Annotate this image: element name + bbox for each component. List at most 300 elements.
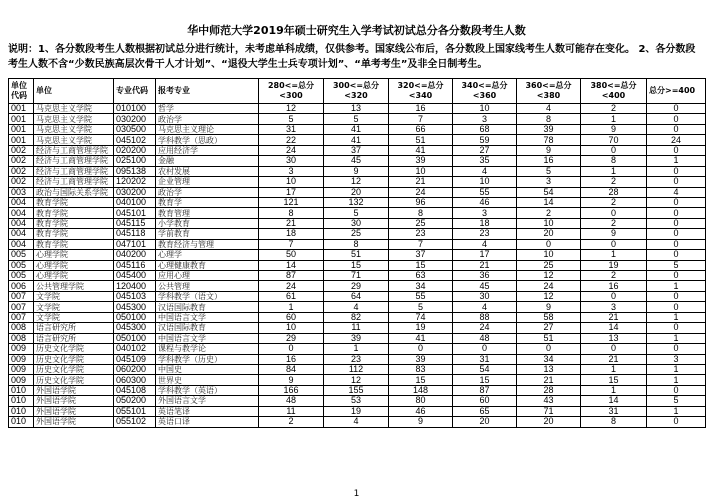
count-320-340: 21 xyxy=(389,177,453,187)
major-name: 心理健康教育 xyxy=(156,260,259,270)
count-340-360: 60 xyxy=(453,396,517,406)
unit-name: 心理学院 xyxy=(34,271,114,281)
count-300-320: 25 xyxy=(324,229,389,239)
major-name: 教育管理 xyxy=(156,208,259,218)
table-row xyxy=(9,229,706,239)
major-name: 外国语言文学 xyxy=(156,396,259,406)
table-row xyxy=(9,344,706,354)
major-name: 教育学 xyxy=(156,197,259,207)
count-360-380: 12 xyxy=(517,291,581,301)
count-320-340: 9 xyxy=(389,417,453,427)
unit-code: 009 xyxy=(9,375,34,385)
count-360-380: 27 xyxy=(517,323,581,333)
count-320-340: 16 xyxy=(389,104,453,114)
count-280-300: 1 xyxy=(259,302,324,312)
major-name: 教育经济与管理 xyxy=(156,239,259,249)
count-360-380: 16 xyxy=(517,156,581,166)
count-320-340: 46 xyxy=(389,406,453,416)
unit-code: 004 xyxy=(9,197,34,207)
count-300-320: 112 xyxy=(324,364,389,374)
count-400-plus: 0 xyxy=(647,218,706,228)
unit-name: 语言研究所 xyxy=(34,333,114,343)
count-340-360: 36 xyxy=(453,271,517,281)
unit-code: 007 xyxy=(9,312,34,322)
major-code: 025100 xyxy=(114,156,156,166)
count-280-300: 16 xyxy=(259,354,324,364)
unit-name: 教育学院 xyxy=(34,208,114,218)
unit-code: 002 xyxy=(9,177,34,187)
count-320-340: 10 xyxy=(389,166,453,176)
header-range-380-400: 380<=总分<400 xyxy=(581,79,647,104)
major-code: 045102 xyxy=(114,135,156,145)
unit-code: 004 xyxy=(9,229,34,239)
major-code: 020200 xyxy=(114,145,156,155)
header-major-code: 专业代码 xyxy=(114,79,156,104)
major-name: 中国史 xyxy=(156,364,259,374)
major-name: 政治学 xyxy=(156,187,259,197)
count-340-360: 45 xyxy=(453,281,517,291)
count-340-360: 59 xyxy=(453,135,517,145)
count-340-360: 35 xyxy=(453,156,517,166)
major-code: 120202 xyxy=(114,177,156,187)
count-280-300: 29 xyxy=(259,333,324,343)
major-name: 世界史 xyxy=(156,375,259,385)
table-row xyxy=(9,239,706,249)
unit-name: 文学院 xyxy=(34,302,114,312)
major-name: 汉语国际教育 xyxy=(156,302,259,312)
unit-name: 公共管理学院 xyxy=(34,281,114,291)
major-code: 045115 xyxy=(114,218,156,228)
unit-name: 外国语学院 xyxy=(34,385,114,395)
unit-name: 外国语学院 xyxy=(34,396,114,406)
count-320-340: 39 xyxy=(389,156,453,166)
major-code: 045118 xyxy=(114,229,156,239)
major-code: 045109 xyxy=(114,354,156,364)
count-380-400: 2 xyxy=(581,218,647,228)
count-380-400: 14 xyxy=(581,323,647,333)
unit-code: 003 xyxy=(9,187,34,197)
count-380-400: 15 xyxy=(581,375,647,385)
count-320-340: 41 xyxy=(389,145,453,155)
unit-code: 007 xyxy=(9,302,34,312)
major-code: 045300 xyxy=(114,323,156,333)
count-400-plus: 0 xyxy=(647,385,706,395)
major-code: 120400 xyxy=(114,281,156,291)
count-340-360: 55 xyxy=(453,187,517,197)
major-code: 045300 xyxy=(114,302,156,312)
count-400-plus: 4 xyxy=(647,187,706,197)
header-major: 报考专业 xyxy=(156,79,259,104)
unit-code: 008 xyxy=(9,333,34,343)
major-name: 英语笔译 xyxy=(156,406,259,416)
count-300-320: 13 xyxy=(324,104,389,114)
count-320-340: 39 xyxy=(389,354,453,364)
count-380-400: 8 xyxy=(581,417,647,427)
count-380-400: 21 xyxy=(581,354,647,364)
count-400-plus: 0 xyxy=(647,177,706,187)
count-400-plus: 0 xyxy=(647,145,706,155)
count-400-plus: 0 xyxy=(647,114,706,124)
count-380-400: 1 xyxy=(581,166,647,176)
count-380-400: 2 xyxy=(581,197,647,207)
count-320-340: 24 xyxy=(389,187,453,197)
major-name: 金融 xyxy=(156,156,259,166)
count-300-320: 20 xyxy=(324,187,389,197)
count-320-340: 80 xyxy=(389,396,453,406)
major-name: 心理学 xyxy=(156,250,259,260)
count-280-300: 24 xyxy=(259,145,324,155)
count-320-340: 34 xyxy=(389,281,453,291)
count-340-360: 3 xyxy=(453,114,517,124)
count-280-300: 12 xyxy=(259,104,324,114)
count-360-380: 20 xyxy=(517,229,581,239)
table-row xyxy=(9,375,706,385)
unit-name: 政治与国际关系学院 xyxy=(34,187,114,197)
count-380-400: 70 xyxy=(581,135,647,145)
major-name: 应用经济学 xyxy=(156,145,259,155)
count-300-320: 39 xyxy=(324,333,389,343)
table-row xyxy=(9,354,706,364)
count-340-360: 10 xyxy=(453,104,517,114)
count-340-360: 46 xyxy=(453,197,517,207)
major-code: 055102 xyxy=(114,417,156,427)
count-340-360: 65 xyxy=(453,406,517,416)
major-name: 学科教学（思政） xyxy=(156,135,259,145)
count-380-400: 1 xyxy=(581,385,647,395)
count-360-380: 13 xyxy=(517,364,581,374)
count-300-320: 64 xyxy=(324,291,389,301)
count-400-plus: 0 xyxy=(647,166,706,176)
unit-code: 001 xyxy=(9,124,34,134)
count-360-380: 34 xyxy=(517,354,581,364)
count-360-380: 58 xyxy=(517,312,581,322)
unit-code: 004 xyxy=(9,208,34,218)
unit-code: 010 xyxy=(9,396,34,406)
major-code: 060200 xyxy=(114,364,156,374)
count-400-plus: 5 xyxy=(647,260,706,270)
unit-code: 002 xyxy=(9,145,34,155)
count-380-400: 0 xyxy=(581,291,647,301)
count-400-plus: 0 xyxy=(647,291,706,301)
count-340-360: 88 xyxy=(453,312,517,322)
count-300-320: 23 xyxy=(324,354,389,364)
count-320-340: 74 xyxy=(389,312,453,322)
count-400-plus: 0 xyxy=(647,302,706,312)
count-300-320: 1 xyxy=(324,344,389,354)
unit-name: 心理学院 xyxy=(34,250,114,260)
unit-code: 010 xyxy=(9,417,34,427)
count-360-380: 8 xyxy=(517,114,581,124)
count-320-340: 51 xyxy=(389,135,453,145)
major-name: 公共管理 xyxy=(156,281,259,291)
count-280-300: 10 xyxy=(259,177,324,187)
major-code: 050200 xyxy=(114,396,156,406)
count-340-360: 20 xyxy=(453,417,517,427)
count-300-320: 11 xyxy=(324,323,389,333)
count-340-360: 18 xyxy=(453,218,517,228)
count-300-320: 15 xyxy=(324,260,389,270)
header-range-300-320: 300<=总分<320 xyxy=(324,79,389,104)
unit-code: 002 xyxy=(9,156,34,166)
count-300-320: 37 xyxy=(324,145,389,155)
table-row xyxy=(9,271,706,281)
count-340-360: 54 xyxy=(453,364,517,374)
count-380-400: 1 xyxy=(581,114,647,124)
count-380-400: 0 xyxy=(581,344,647,354)
count-280-300: 24 xyxy=(259,281,324,291)
table-row xyxy=(9,187,706,197)
unit-name: 教育学院 xyxy=(34,218,114,228)
count-320-340: 148 xyxy=(389,385,453,395)
count-400-plus: 0 xyxy=(647,271,706,281)
major-code: 050100 xyxy=(114,333,156,343)
count-360-380: 21 xyxy=(517,375,581,385)
table-row xyxy=(9,323,706,333)
explanatory-note: 说明：1、各分数段考生人数根据初试总分进行统计，未考虑单科成绩，仅供参考。国家线公布后，各分数段上国家线考生人数可能存在变化。 2、各分数段考生人数不含“少数民族高层次骨干人才计划”、“退役大学生士兵专项计划”、“单考考生”及非全日制考生。 xyxy=(8,44,696,70)
count-300-320: 8 xyxy=(324,239,389,249)
count-400-plus: 1 xyxy=(647,333,706,343)
count-360-380: 25 xyxy=(517,260,581,270)
unit-code: 004 xyxy=(9,239,34,249)
major-name: 应用心理 xyxy=(156,271,259,281)
count-300-320: 132 xyxy=(324,197,389,207)
unit-name: 马克思主义学院 xyxy=(34,124,114,134)
major-name: 政治学 xyxy=(156,114,259,124)
header-range-320-340: 320<=总分<340 xyxy=(389,79,453,104)
table-row xyxy=(9,385,706,395)
count-360-380: 71 xyxy=(517,406,581,416)
major-code: 030500 xyxy=(114,124,156,134)
count-280-300: 121 xyxy=(259,197,324,207)
unit-name: 经济与工商管理学院 xyxy=(34,145,114,155)
count-280-300: 18 xyxy=(259,229,324,239)
count-280-300: 166 xyxy=(259,385,324,395)
unit-code: 001 xyxy=(9,135,34,145)
page-number: 1 xyxy=(353,489,360,499)
count-320-340: 37 xyxy=(389,250,453,260)
count-360-380: 12 xyxy=(517,271,581,281)
count-340-360: 4 xyxy=(453,239,517,249)
count-300-320: 51 xyxy=(324,250,389,260)
table-row xyxy=(9,260,706,270)
count-280-300: 14 xyxy=(259,260,324,270)
count-280-300: 60 xyxy=(259,312,324,322)
major-name: 中国语言文学 xyxy=(156,333,259,343)
unit-name: 历史文化学院 xyxy=(34,364,114,374)
count-320-340: 63 xyxy=(389,271,453,281)
count-280-300: 48 xyxy=(259,396,324,406)
major-code: 047101 xyxy=(114,239,156,249)
count-340-360: 4 xyxy=(453,166,517,176)
count-400-plus: 1 xyxy=(647,406,706,416)
count-320-340: 55 xyxy=(389,291,453,301)
major-code: 060300 xyxy=(114,375,156,385)
header-unit: 单位 xyxy=(34,79,114,104)
count-380-400: 1 xyxy=(581,250,647,260)
unit-name: 外国语学院 xyxy=(34,406,114,416)
count-360-380: 51 xyxy=(517,333,581,343)
count-300-320: 9 xyxy=(324,166,389,176)
count-400-plus: 0 xyxy=(647,250,706,260)
count-280-300: 30 xyxy=(259,156,324,166)
header-range-400-plus: 总分>=400 xyxy=(647,79,706,104)
unit-code: 002 xyxy=(9,166,34,176)
count-400-plus: 0 xyxy=(647,417,706,427)
major-code: 040102 xyxy=(114,344,156,354)
count-280-300: 7 xyxy=(259,239,324,249)
major-code: 045400 xyxy=(114,271,156,281)
major-name: 农村发展 xyxy=(156,166,259,176)
count-300-320: 12 xyxy=(324,177,389,187)
count-380-400: 13 xyxy=(581,333,647,343)
count-300-320: 30 xyxy=(324,218,389,228)
unit-code: 004 xyxy=(9,218,34,228)
count-400-plus: 1 xyxy=(647,156,706,166)
unit-code: 008 xyxy=(9,323,34,333)
major-code: 095138 xyxy=(114,166,156,176)
count-380-400: 2 xyxy=(581,271,647,281)
count-360-380: 20 xyxy=(517,417,581,427)
unit-name: 外国语学院 xyxy=(34,417,114,427)
count-380-400: 3 xyxy=(581,302,647,312)
count-340-360: 24 xyxy=(453,323,517,333)
count-380-400: 0 xyxy=(581,145,647,155)
count-380-400: 0 xyxy=(581,239,647,249)
major-code: 030200 xyxy=(114,187,156,197)
count-360-380: 24 xyxy=(517,281,581,291)
count-360-380: 39 xyxy=(517,124,581,134)
table-row xyxy=(9,114,706,124)
count-340-360: 3 xyxy=(453,208,517,218)
count-340-360: 23 xyxy=(453,229,517,239)
count-300-320: 4 xyxy=(324,417,389,427)
table-row xyxy=(9,145,706,155)
count-360-380: 9 xyxy=(517,302,581,312)
unit-name: 文学院 xyxy=(34,291,114,301)
count-360-380: 4 xyxy=(517,104,581,114)
major-name: 学科教学（语文） xyxy=(156,291,259,301)
count-400-plus: 0 xyxy=(647,104,706,114)
count-300-320: 5 xyxy=(324,114,389,124)
table-row xyxy=(9,135,706,145)
major-code: 050100 xyxy=(114,312,156,322)
count-340-360: 21 xyxy=(453,260,517,270)
count-280-300: 87 xyxy=(259,271,324,281)
count-380-400: 2 xyxy=(581,104,647,114)
major-code: 010100 xyxy=(114,104,156,114)
count-320-340: 15 xyxy=(389,260,453,270)
count-380-400: 0 xyxy=(581,208,647,218)
unit-name: 教育学院 xyxy=(34,229,114,239)
count-360-380: 14 xyxy=(517,197,581,207)
count-360-380: 0 xyxy=(517,239,581,249)
unit-name: 马克思主义学院 xyxy=(34,104,114,114)
count-300-320: 82 xyxy=(324,312,389,322)
count-320-340: 15 xyxy=(389,375,453,385)
count-380-400: 1 xyxy=(581,364,647,374)
count-400-plus: 5 xyxy=(647,396,706,406)
page-title: 华中师范大学2019年硕士研究生入学考试初试总分各分数段考生人数 xyxy=(187,24,526,37)
unit-code: 005 xyxy=(9,250,34,260)
table-row xyxy=(9,291,706,301)
table-row xyxy=(9,417,706,427)
count-280-300: 61 xyxy=(259,291,324,301)
count-400-plus: 1 xyxy=(647,375,706,385)
unit-code: 009 xyxy=(9,344,34,354)
table-row xyxy=(9,156,706,166)
table-row xyxy=(9,406,706,416)
unit-code: 010 xyxy=(9,385,34,395)
count-320-340: 23 xyxy=(389,229,453,239)
count-320-340: 5 xyxy=(389,302,453,312)
count-340-360: 31 xyxy=(453,354,517,364)
table-row xyxy=(9,124,706,134)
count-280-300: 31 xyxy=(259,124,324,134)
count-300-320: 71 xyxy=(324,271,389,281)
major-code: 030200 xyxy=(114,114,156,124)
count-380-400: 9 xyxy=(581,229,647,239)
major-name: 企业管理 xyxy=(156,177,259,187)
count-280-300: 5 xyxy=(259,114,324,124)
count-360-380: 78 xyxy=(517,135,581,145)
count-300-320: 4 xyxy=(324,302,389,312)
unit-code: 001 xyxy=(9,104,34,114)
count-360-380: 5 xyxy=(517,166,581,176)
table-row xyxy=(9,333,706,343)
count-320-340: 19 xyxy=(389,323,453,333)
count-360-380: 0 xyxy=(517,344,581,354)
table-row xyxy=(9,177,706,187)
major-name: 学科教学（历史） xyxy=(156,354,259,364)
count-280-300: 21 xyxy=(259,218,324,228)
unit-name: 马克思主义学院 xyxy=(34,135,114,145)
unit-code: 009 xyxy=(9,354,34,364)
table-row xyxy=(9,364,706,374)
count-340-360: 0 xyxy=(453,344,517,354)
count-380-400: 21 xyxy=(581,312,647,322)
table-row xyxy=(9,197,706,207)
table-header-row xyxy=(9,79,706,104)
count-280-300: 9 xyxy=(259,375,324,385)
header-unit-code: 单位代码 xyxy=(9,79,34,104)
major-name: 马克思主义理论 xyxy=(156,124,259,134)
count-340-360: 30 xyxy=(453,291,517,301)
count-380-400: 19 xyxy=(581,260,647,270)
count-400-plus: 0 xyxy=(647,239,706,249)
count-300-320: 29 xyxy=(324,281,389,291)
table-row xyxy=(9,218,706,228)
count-280-300: 10 xyxy=(259,323,324,333)
count-340-360: 10 xyxy=(453,177,517,187)
count-280-300: 8 xyxy=(259,208,324,218)
major-name: 英语口译 xyxy=(156,417,259,427)
count-380-400: 28 xyxy=(581,187,647,197)
count-400-plus: 1 xyxy=(647,364,706,374)
unit-name: 文学院 xyxy=(34,312,114,322)
header-range-280-300: 280<=总分<300 xyxy=(259,79,324,104)
unit-code: 006 xyxy=(9,281,34,291)
unit-code: 001 xyxy=(9,114,34,124)
major-code: 040100 xyxy=(114,197,156,207)
table-row xyxy=(9,396,706,406)
major-name: 中国语言文学 xyxy=(156,312,259,322)
count-380-400: 8 xyxy=(581,156,647,166)
count-280-300: 84 xyxy=(259,364,324,374)
count-360-380: 3 xyxy=(517,177,581,187)
count-280-300: 11 xyxy=(259,406,324,416)
count-400-plus: 0 xyxy=(647,323,706,333)
count-360-380: 9 xyxy=(517,145,581,155)
